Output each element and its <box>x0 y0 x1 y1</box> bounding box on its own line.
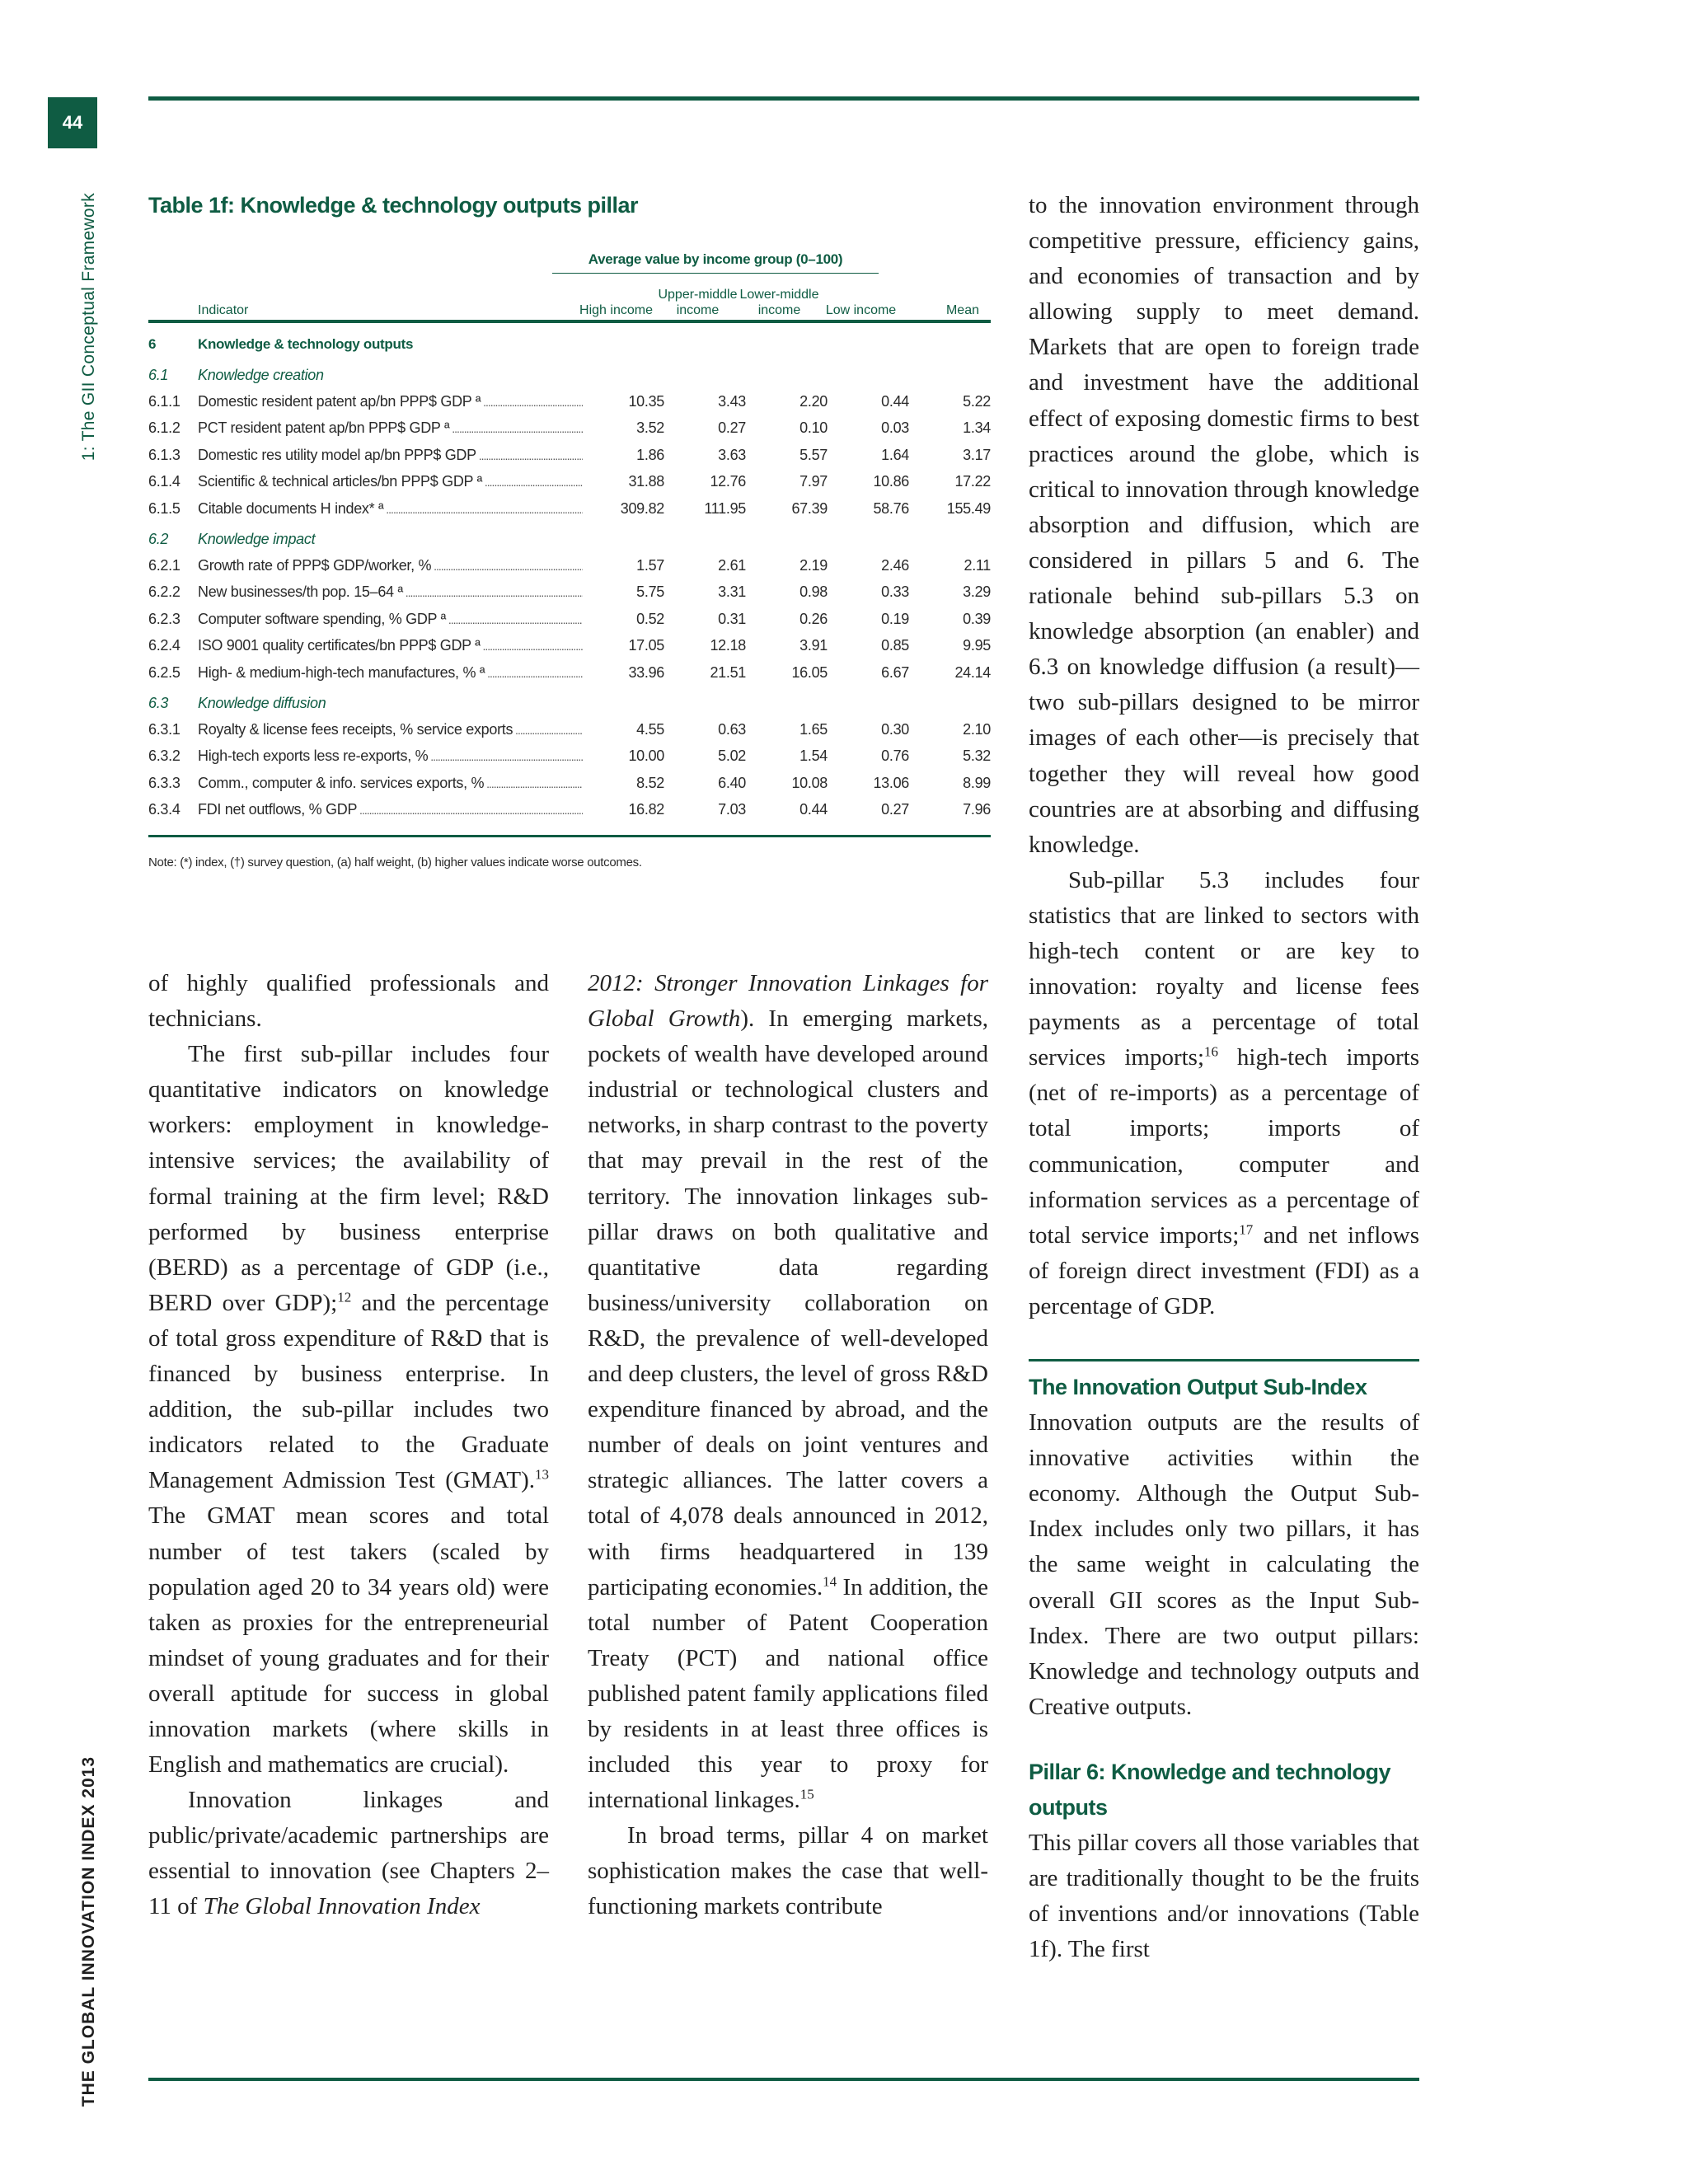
value-lower-middle: 16.05 <box>791 663 828 681</box>
table-row <box>148 796 991 823</box>
table-bottom-rule <box>148 835 991 837</box>
col-upper-middle-income: Upper-middle income <box>658 288 738 317</box>
value-low-income: 0.30 <box>881 720 909 738</box>
footnote-ref-17: 17 <box>1239 1221 1254 1238</box>
indicator-number: 6.2.4 <box>148 637 181 654</box>
pillar-number: 6 <box>148 336 157 352</box>
indicator-label: Computer software spending, % GDP ª ..... <box>198 606 583 634</box>
value-high-income: 31.88 <box>628 473 664 490</box>
table-row <box>148 495 991 523</box>
value-lower-middle: 67.39 <box>791 499 828 517</box>
subpillar-row <box>148 523 991 552</box>
value-low-income: 0.33 <box>881 583 909 601</box>
value-mean: 17.22 <box>954 473 991 490</box>
value-low-income: 2.46 <box>881 556 909 574</box>
value-high-income: 4.55 <box>636 720 664 738</box>
value-high-income: 3.52 <box>636 419 664 437</box>
value-high-income: 10.00 <box>628 748 664 765</box>
value-upper-middle: 3.43 <box>718 392 746 410</box>
chapter-side-label: 1: The GII Conceptual Framework <box>79 193 98 462</box>
income-group-header: Average value by income group (0–100) <box>552 251 879 274</box>
section-rule <box>1029 1359 1419 1405</box>
value-low-income: 1.64 <box>881 446 909 463</box>
col-low-income: Low income <box>825 303 897 317</box>
value-lower-middle: 10.08 <box>791 774 828 791</box>
subpillar-label: Knowledge diffusion <box>198 694 326 711</box>
text-column-2 <box>588 966 988 1925</box>
value-lower-middle: 2.20 <box>799 392 828 410</box>
col-lower-middle-income: Lower-middle income <box>739 288 819 317</box>
value-lower-middle: 0.98 <box>799 583 828 601</box>
table-row <box>148 552 991 579</box>
value-lower-middle: 3.91 <box>799 637 828 654</box>
paragraph: The first sub-pillar includes four quantitative indicators on knowledge workers: employment in knowledge-intensive services; the availability of formal training at the firm level; R&D performed by business enterprise (BERD) as a percentage of GDP (i.e., BERD over GDP);$^{12}$ and the percentage of total gross expenditure of R&D that is financed by business enterprise. In addition, the sub-pillar includes two indicators related to the Graduate Management Admission Test (GMAT).$^{13}$ The GMAT mean scores and total number of test takers (scaled by population aged 20 to 34 years old) were taken as proxies for the entrepreneurial mindset of young graduates and for their overall aptitude for success in global innovation markets (where skills in English and mathematics are crucial). <box>148 1041 550 1779</box>
value-upper-middle: 3.31 <box>718 583 746 601</box>
value-upper-middle: 3.63 <box>718 446 746 463</box>
value-lower-middle: 2.19 <box>799 556 828 574</box>
indicator-number: 6.2.3 <box>148 610 181 627</box>
value-high-income: 0.52 <box>636 610 664 627</box>
indicator-label: Domestic resident patent ap/bn PPP$ GDP ª ..... <box>198 388 583 416</box>
value-mean: 3.29 <box>963 583 991 601</box>
value-upper-middle: 0.63 <box>718 720 746 738</box>
section-heading-pillar-6: Pillar 6: Knowledge and technology outputs <box>1029 1759 1391 1821</box>
value-lower-middle: 5.57 <box>799 446 828 463</box>
table-body <box>148 359 991 823</box>
value-lower-middle: 0.10 <box>799 419 828 437</box>
indicator-label: Comm., computer & info. services exports, % ..... <box>198 770 583 798</box>
value-mean: 155.49 <box>946 499 991 517</box>
footnote-ref-15: 15 <box>799 1786 814 1802</box>
table-column-headers <box>148 274 991 323</box>
value-upper-middle: 12.76 <box>710 473 746 490</box>
indicator-number: 6.2.1 <box>148 556 181 574</box>
indicator-number: 6.1.3 <box>148 446 181 463</box>
value-lower-middle: 1.54 <box>799 748 828 765</box>
value-low-income: 58.76 <box>873 499 909 517</box>
table-row <box>148 716 991 743</box>
value-low-income: 0.44 <box>881 392 909 410</box>
value-mean: 0.39 <box>963 610 991 627</box>
indicator-label: High-tech exports less re-exports, % ..... <box>198 743 583 771</box>
value-high-income: 10.35 <box>628 392 664 410</box>
footnote-ref-12: 12 <box>337 1289 352 1305</box>
indicator-label: Citable documents H index* ª ..... <box>198 495 583 523</box>
subpillar-row <box>148 687 991 716</box>
page-number: 44 <box>48 97 97 148</box>
subpillar-number: 6.2 <box>148 530 169 547</box>
subpillar-number: 6.3 <box>148 694 169 711</box>
indicator-label: New businesses/th pop. 15–64 ª ..... <box>198 579 583 607</box>
table-1f <box>148 193 991 869</box>
value-upper-middle: 6.40 <box>718 774 746 791</box>
report-side-label: THE GLOBAL INNOVATION INDEX 2013 <box>79 1756 98 2107</box>
pillar-label: Knowledge & technology outputs <box>198 336 414 352</box>
indicator-number: 6.2.2 <box>148 583 181 601</box>
indicator-number: 6.2.5 <box>148 663 181 681</box>
indicator-label: PCT resident patent ap/bn PPP$ GDP ª ..... <box>198 415 583 443</box>
pillar-row <box>148 331 991 359</box>
value-upper-middle: 0.31 <box>718 610 746 627</box>
bottom-rule <box>148 2078 1419 2081</box>
indicator-number: 6.3.2 <box>148 748 181 765</box>
table-row <box>148 468 991 495</box>
indicator-number: 6.3.4 <box>148 801 181 818</box>
paragraph: to the innovation environment through competitive pressure, efficiency gains, and economies of transaction and by allowing supply to meet demand. Markets that are open to foreign trade and investment have the additional effect of exposing domestic firms to best practices around the globe, which is critical to innovation through knowledge absorption and diffusion, which are considered in pillars 5 and 6. The rationale behind sub-pillars 5.3 on knowledge absorption (an enabler) and 6.3 on knowledge diffusion (a result)—two sub-pillars designed to be mirror images of each other—is precisely that together they will reveal how good countries are at absorbing and diffusing knowledge. <box>1029 192 1419 858</box>
paragraph: Innovation linkages and public/private/academic partnerships are essential to innovation (see Chapters 2–11 of The Global Innovation Index <box>148 1787 549 1920</box>
table-row <box>148 442 991 469</box>
value-mean: 2.11 <box>964 556 991 574</box>
table-row <box>148 579 991 606</box>
book-title: The Global Innovation Index <box>203 1893 481 1920</box>
value-high-income: 33.96 <box>628 663 664 681</box>
footnote-ref-14: 14 <box>823 1572 837 1589</box>
indicator-label: ISO 9001 quality certificates/bn PPP$ GDP ª ..... <box>198 632 583 660</box>
value-upper-middle: 7.03 <box>718 801 746 818</box>
indicator-number: 6.1.4 <box>148 473 181 490</box>
value-lower-middle: 0.44 <box>799 801 828 818</box>
table-row <box>148 770 991 797</box>
value-low-income: 13.06 <box>873 774 909 791</box>
value-lower-middle: 0.26 <box>799 610 828 627</box>
indicator-number: 6.3.1 <box>148 720 181 738</box>
value-mean: 24.14 <box>954 663 991 681</box>
value-low-income: 10.86 <box>873 473 909 490</box>
subpillar-row <box>148 359 991 388</box>
paragraph: Innovation outputs are the results of innovative activities within the economy. Although the Output Sub-Index includes only two pillars, it has the same weight in calculating the overall GII scores as the Input Sub-Index. There are two output pillars: Knowledge and technology outputs and Creative outputs. <box>1029 1409 1419 1720</box>
subpillar-label: Knowledge creation <box>198 366 324 383</box>
value-high-income: 8.52 <box>636 774 664 791</box>
indicator-number: 6.1.1 <box>148 392 181 410</box>
indicator-label: Scientific & technical articles/bn PPP$ GDP ª ..... <box>198 468 583 496</box>
col-indicator: Indicator <box>198 303 249 317</box>
value-mean: 9.95 <box>963 637 991 654</box>
value-upper-middle: 21.51 <box>710 663 746 681</box>
value-low-income: 0.85 <box>881 637 909 654</box>
footnote-ref-16: 16 <box>1204 1043 1218 1060</box>
value-high-income: 1.57 <box>636 556 664 574</box>
table-row <box>148 415 991 442</box>
subpillar-number: 6.1 <box>148 366 169 383</box>
value-mean: 5.32 <box>963 748 991 765</box>
value-lower-middle: 7.97 <box>799 473 828 490</box>
value-mean: 8.99 <box>963 774 991 791</box>
value-low-income: 0.19 <box>881 610 909 627</box>
indicator-number: 6.1.2 <box>148 419 181 437</box>
table-row <box>148 743 991 770</box>
value-high-income: 17.05 <box>628 637 664 654</box>
table-title: Table 1f: Knowledge & technology outputs pillar <box>148 193 639 218</box>
value-mean: 3.17 <box>963 446 991 463</box>
indicator-label: High- & medium-high-tech manufactures, % ª ..... <box>198 659 583 687</box>
text-column-1 <box>148 966 549 1925</box>
value-low-income: 0.76 <box>881 748 909 765</box>
paragraph: This pillar covers all those variables that are traditionally thought to be the fruits of inventions and/or innovations (Table 1f). The first <box>1029 1830 1419 1963</box>
value-mean: 5.22 <box>963 392 991 410</box>
indicator-label: FDI net outflows, % GDP ..... <box>198 796 583 824</box>
value-mean: 2.10 <box>963 720 991 738</box>
paragraph: In broad terms, pillar 4 on market sophistication makes the case that well-functioning markets contribute <box>588 1822 988 1920</box>
subpillar-label: Knowledge impact <box>198 530 316 547</box>
paragraph: 2012: Stronger Innovation Linkages for Global Growth). In emerging markets, pockets of wealth have developed around industrial or technological clusters and networks, in sharp contrast to the poverty that may prevail in the rest of the territory. The innovation linkages sub-pillar draws on both qualitative and quantitative data regarding business/university collaboration on R&D, the prevalence of well-developed and deep clusters, the level of gross R&D expenditure financed by abroad, and the number of deals on joint ventures and strategic alliances. The latter covers a total of 4,078 deals announced in 2012, with firms headquartered in 139 participating economies.$^{14}$ In addition, the total number of Patent Cooperation Treaty (PCT) and national office published patent family applications filed by residents in at least three offices is included this year to proxy for international linkages.$^{15}$ <box>588 970 989 1814</box>
footnote-ref-13: 13 <box>535 1466 549 1483</box>
value-low-income: 0.27 <box>881 801 909 818</box>
section-heading-output-subindex: The Innovation Output Sub-Index <box>1029 1375 1367 1399</box>
indicator-label: Growth rate of PPP$ GDP/worker, % ..... <box>198 552 583 580</box>
paragraph: of highly qualified professionals and technicians. <box>148 970 549 1033</box>
value-mean: 7.96 <box>963 801 991 818</box>
value-upper-middle: 111.95 <box>704 499 746 517</box>
indicator-number: 6.1.5 <box>148 499 181 517</box>
col-mean: Mean <box>945 303 979 317</box>
value-mean: 1.34 <box>963 419 991 437</box>
indicator-label: Domestic res utility model ap/bn PPP$ GDP ..... <box>198 442 583 470</box>
value-upper-middle: 12.18 <box>710 637 746 654</box>
value-high-income: 1.86 <box>636 446 664 463</box>
paragraph: Sub-pillar 5.3 includes four statistics that are linked to sectors with high-tech content or are key to innovation: royalty and license fees payments as a percentage of total services imports;$^{16}$ high-tech imports (net of re-imports) as a percentage of total imports; imports of communication, computer and information services as a percentage of total service imports;$^{17}$ and net inflows of foreign direct investment (FDI) as a percentage of GDP. <box>1029 866 1419 1319</box>
book-title: 2012: Stronger Innovation Linkages for Global Growth <box>588 970 988 1033</box>
value-upper-middle: 2.61 <box>718 556 746 574</box>
value-upper-middle: 0.27 <box>718 419 746 437</box>
table-note: Note: (*) index, (†) survey question, (a) half weight, (b) higher values indicate worse outcomes. <box>148 855 642 869</box>
text-column-3 <box>1029 188 1419 1968</box>
top-rule <box>148 96 1419 101</box>
table-row <box>148 388 991 415</box>
indicator-number: 6.3.3 <box>148 774 181 791</box>
value-low-income: 6.67 <box>881 663 909 681</box>
value-high-income: 309.82 <box>620 499 664 517</box>
col-high-income: High income <box>579 303 653 317</box>
value-high-income: 16.82 <box>628 801 664 818</box>
table-row <box>148 606 991 633</box>
table-row <box>148 632 991 659</box>
indicator-label: Royalty & license fees receipts, % service exports ..... <box>198 716 583 744</box>
value-upper-middle: 5.02 <box>718 748 746 765</box>
value-low-income: 0.03 <box>881 419 909 437</box>
table-row <box>148 659 991 687</box>
value-high-income: 5.75 <box>636 583 664 601</box>
value-lower-middle: 1.65 <box>799 720 828 738</box>
